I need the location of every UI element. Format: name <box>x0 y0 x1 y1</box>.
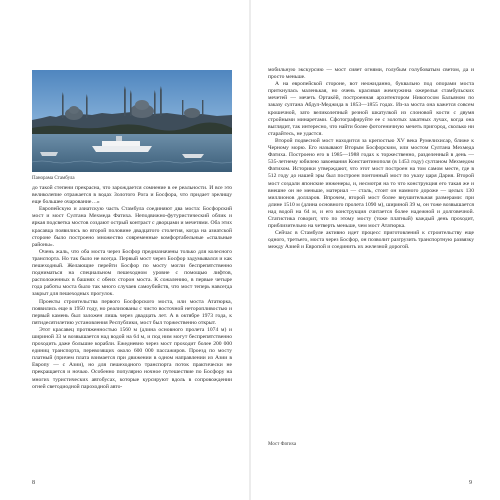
left-paragraph-5: Этот красавец протяженностью 1560 м (длина основного пролета 1074 м) и шириной 33 м возвышается над водой на 64 м, и под ним могут беспрепятственно проходить даже большие корабли. Ежедневно через мост проходит более 200 000 единиц транспорта, перевозящих около 600 000 пассажиров. Проезд по мосту платный (причем плата взимается при движении в одном направлении из Азии в Европу — с Азии), но для пешеходного транспорта поток практически не прекращается и ночью. Особенно популярно ночное путешествие по Босфору на многих туристических автобусах, которые курсируют вдоль в сопровождении огней светодиодной пароходной авто- <box>32 326 232 390</box>
panorama-caption: Панорама Стамбула <box>32 176 75 181</box>
left-paragraph-3: Очень жаль, что оба моста через Босфор предназначены только для колесного транспорта. Но так было не всегда. Первый мост через Босфор задумывался и как пешеходный. Желающие перейти Босфор по мосту могли беспрепятственно подниматься на специальном пешеходном уровне с помощью лифтов, расположенных в башнях с обеих сторон моста. К сожалению, в первые четыре года работы моста было так много случаев самоубийств, что мост теперь навсегда закрыт для пешеходных прогулок. <box>32 248 232 298</box>
left-page-number: 8 <box>32 480 35 486</box>
left-page <box>0 0 249 500</box>
right-page <box>251 0 500 500</box>
right-paragraph-1: мобильную экскурсию — мост сияет огнями, голубым голубоватым светом, да и просто меньше. <box>268 67 474 81</box>
right-paragraph-3: Второй подвесной мост находится за крепостью XV века Румелихисар, ближе к Черному морю. Его называют Вторым Босфорским, или мостом Султана Мехмеда Фатиха. Построено его в 1985—1988 годах к торжественно, разделенный в день — 535-летнему юбилею завоевания Константинополя (в 1453 году) султаном Мехмедом Фатихом. Историки утверждают, что этот мост построен на том самом месте, где в 512 году до нашей эры был построен понтонный мост по указу царя Дария. Второй мост создали японские инженеры, и, несмотря на то что конструкция его такая же и внешне он не меньше, материал — сталь, стоит он намного дороже — целых 130 миллионов долларов. Впрочем, второй мост более внушительная размерами: при длине 1510 м (длина основного пролета 1090 м), шириной 39 м, он тоже возвышается над водой на 64 м, и его конструкция считается более надежной и долговечной. Статистика говорит, что по этому мосту (тоже платный) каждый день проходит, приблизительно на четверть меньше, чем мост Ататюрка. <box>268 137 474 230</box>
bridge-caption: Мост Фатиха <box>268 442 297 447</box>
right-page-number: 9 <box>469 480 472 486</box>
left-paragraph-4: Проекты строительства первого Босфорского моста, или моста Ататюрка, появились еще в 1950 году, но реализованы с чисто восточной неторопливостью и первый камень был заложен лишь через двадцать лет. А в октябре 1973 года, к пятидесятилетию установления Республики, мост был торжественно открыт. <box>32 298 232 326</box>
right-paragraph-2: А на европейской стороне, вот неожиданно, буквально под опорами моста приткнулась маленькая, но очень красивая жемчужина ожерелья стамбульских мечетей — мечеть Ортакёй, построенная архитектором Никогосом Бальяном по заказу султана Абдул-Меджида в 1853—1855 годах. Из-за моста она кажется совсем крошечной, зато великолепный резной шкатулкой из слоновой кости с двумя стройными минаретами. Сфотографируйте ее с золотых закатных лучах, когда она выглядит, так интересно, что найти более фотогеничную мечеть пригород, сколько ни старайтесь, не удастся. <box>268 81 474 137</box>
istanbul-panorama-illustration <box>32 70 232 172</box>
left-text-column <box>32 185 232 391</box>
left-paragraph-2: Европейскую и азиатскую часть Стамбула соединяют два моста: Босфорский мост и мост Султана Мехмеда Фатиха. Неподвижно-футуристический облик и яркая подсветка мостов создают острый контраст с дворцами и мечетями. Оба этих красавца появились во второй половине двадцатого столетия, когда на азиатской стороне было построено множество современные комфортабельные «спальные районы». <box>32 206 232 248</box>
right-paragraph-4: Сейчас в Стамбуле активно идет процесс приготовлений к строительству еще одного, третьего, моста через Босфор, он позволит разгрузить транспортную развязку между Азией и Европой и соединить их железной дорогой. <box>268 230 474 251</box>
right-text-column <box>268 67 474 251</box>
istanbul-panorama-photo <box>32 70 232 172</box>
left-paragraph-1: до такой степени прекрасна, что зарождается сомнение в ее реальности. И все это великолепие отражается в водах Золотого Рога и Босфора, что придает зрелищу еще большее очарование…» <box>32 185 232 206</box>
